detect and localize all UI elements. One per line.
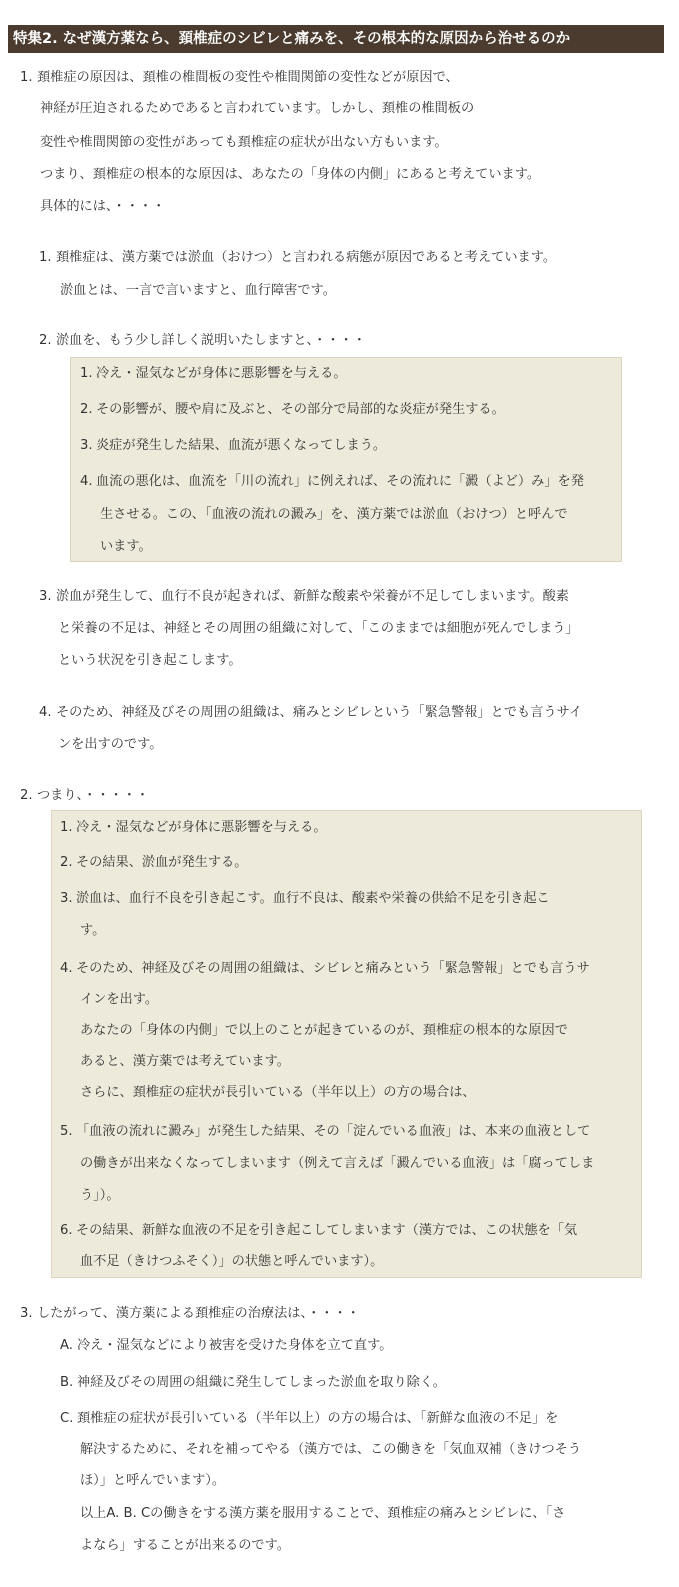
paragraph-line: つまり、頚椎症の根本的な原因は、あなたの「身体の内側」にあると考えています。 (40, 167, 541, 182)
list-item-line: 頚椎症は、漢方薬では淤血（おけつ）と言われる病態が原因であると考えています。 (56, 250, 557, 265)
list-item-line: 淤血とは、一言で言いますと、血行障害です。 (60, 283, 336, 298)
list-item-line: います。 (100, 539, 152, 554)
list-item-line: その結果、新鮮な血液の不足を引き起こしてしまいます（漢方では、この状態を「気 (76, 1223, 578, 1238)
list-number: 4. (80, 474, 93, 489)
section-title: 特集2. なぜ漢方薬なら、頚椎症のシビレと痛みを、その根本的な原因から治せるのか (8, 25, 664, 53)
list-item-line: 神経及びその周囲の組織に発生してしまった淤血を取り除く。 (77, 1375, 446, 1390)
list-item-line: ンを出すのです。 (58, 737, 163, 752)
list-item-line: 冷え・湿気などが身体に悪影響を与える。 (96, 366, 347, 381)
list-number: 5. (60, 1124, 73, 1139)
list-number: 6. (60, 1223, 73, 1238)
list-item-line: そのため、神経及びその周囲の組織は、シビレと痛みという「緊急警報」とでも言うサ (76, 961, 590, 976)
list-number: 2. (20, 788, 33, 803)
detail-box-1 (70, 357, 622, 562)
list-item-line: 「血液の流れに澱み」が発生した結果、その「淀んでいる血液」は、本来の血液として (76, 1124, 591, 1139)
list-item-line: その結果、淤血が発生する。 (76, 855, 248, 870)
list-number: 2. (80, 402, 93, 417)
list-number: 4. (60, 961, 73, 976)
list-item-line: そのため、神経及びその周囲の組織は、痛みとシビレという「緊急警報」とでも言うサイ (56, 705, 583, 720)
paragraph-line: 神経が圧迫されるためであると言われています。しかし、頚椎の椎間板の (40, 101, 475, 116)
list-item-line: あると、漢方薬では考えています。 (80, 1054, 290, 1069)
list-number: 1. (39, 250, 52, 265)
list-item-line: 生させる。この、「血液の流れの澱み」を、漢方薬では淤血（おけつ）と呼んで (100, 507, 568, 522)
list-item-line: 淤血が発生して、血行不良が起きれば、新鮮な酸素や栄養が不足してしまいます。酸素 (56, 589, 569, 604)
list-number: 1. (80, 366, 93, 381)
list-number: 2. (60, 855, 73, 870)
paragraph-line: 変性や椎間関節の変性があっても頚椎症の症状が出ない方もいます。 (40, 135, 448, 150)
list-number: 1. (60, 820, 73, 835)
list-item-line: 頚椎症の症状が長引いている（半年以上）の方の場合は、「新鮮な血液の不足」を (77, 1411, 559, 1426)
list-item-line: 血不足（きけつふそく）」の状態と呼んでいます）。 (80, 1254, 384, 1269)
list-number: A. (60, 1338, 73, 1353)
list-number: 1. (20, 70, 33, 85)
list-item-line: う」）。 (80, 1188, 120, 1203)
detail-box-2 (51, 810, 642, 1278)
list-number: B. (60, 1375, 74, 1390)
list-number: 2. (39, 333, 52, 348)
list-item-line: ほ）」と呼んでいます）。 (80, 1473, 226, 1488)
list-item-line: の働きが出来なくなってしまいます（例えて言えば「澱んでいる血液」は「腐ってしま (80, 1156, 595, 1171)
list-item-line: と栄養の不足は、神経とその周囲の組織に対して、「このままでは細胞が死んでしまう」 (58, 621, 579, 636)
list-item-line: 解決するために、それを補ってやる（漢方では、この働きを「気血双補（きけつそう (80, 1442, 582, 1457)
list-item-line: あなたの「身体の内側」で以上のことが起きているのが、頚椎症の根本的な原因で (80, 1023, 568, 1038)
list-number: 4. (39, 705, 52, 720)
list-item-line: 冷え・湿気などが身体に悪影響を与える。 (76, 820, 327, 835)
list-item-line: 炎症が発生した結果、血流が悪くなってしまう。 (96, 438, 387, 453)
list-item-line: 淤血を、もう少し詳しく説明いたしますと、・・・・ (56, 333, 366, 348)
list-item-line: す。 (80, 923, 106, 938)
paragraph-line: したがって、漢方薬による頚椎症の治療法は、・・・・ (37, 1306, 360, 1321)
list-item-line: 血流の悪化は、血流を「川の流れ」に例えれば、その流れに「澱（よど）み」を発 (96, 474, 584, 489)
list-item-line: 以上A. B. Cの働きをする漢方薬を服用することで、頚椎症の痛みとシビレに、「さ (80, 1506, 566, 1521)
list-number: 3. (80, 438, 93, 453)
list-item-line: その影響が、腰や肩に及ぶと、その部分で局部的な炎症が発生する。 (96, 402, 505, 417)
list-item-line: 淤血は、血行不良を引き起こす。血行不良は、酸素や栄養の供給不足を引き起こ (76, 891, 550, 906)
list-number: C. (60, 1411, 74, 1426)
paragraph-line: 具体的には、・・・・ (40, 199, 166, 214)
list-item-line: という状況を引き起こします。 (58, 653, 242, 668)
list-item-line: インを出す。 (80, 992, 159, 1007)
list-number: 3. (20, 1306, 33, 1321)
list-number: 3. (39, 589, 52, 604)
list-item-line: さらに、頚椎症の症状が長引いている（半年以上）の方の場合は、 (80, 1085, 476, 1100)
list-item-line: よなら」することが出来るのです。 (80, 1538, 290, 1553)
paragraph-line: つまり、・・・・・ (37, 788, 150, 803)
list-number: 3. (60, 891, 73, 906)
paragraph-line: 頚椎症の原因は、頚椎の椎間板の変性や椎間関節の変性などが原因で、 (37, 70, 459, 85)
list-item-line: 冷え・湿気などにより被害を受けた身体を立て直す。 (77, 1338, 393, 1353)
